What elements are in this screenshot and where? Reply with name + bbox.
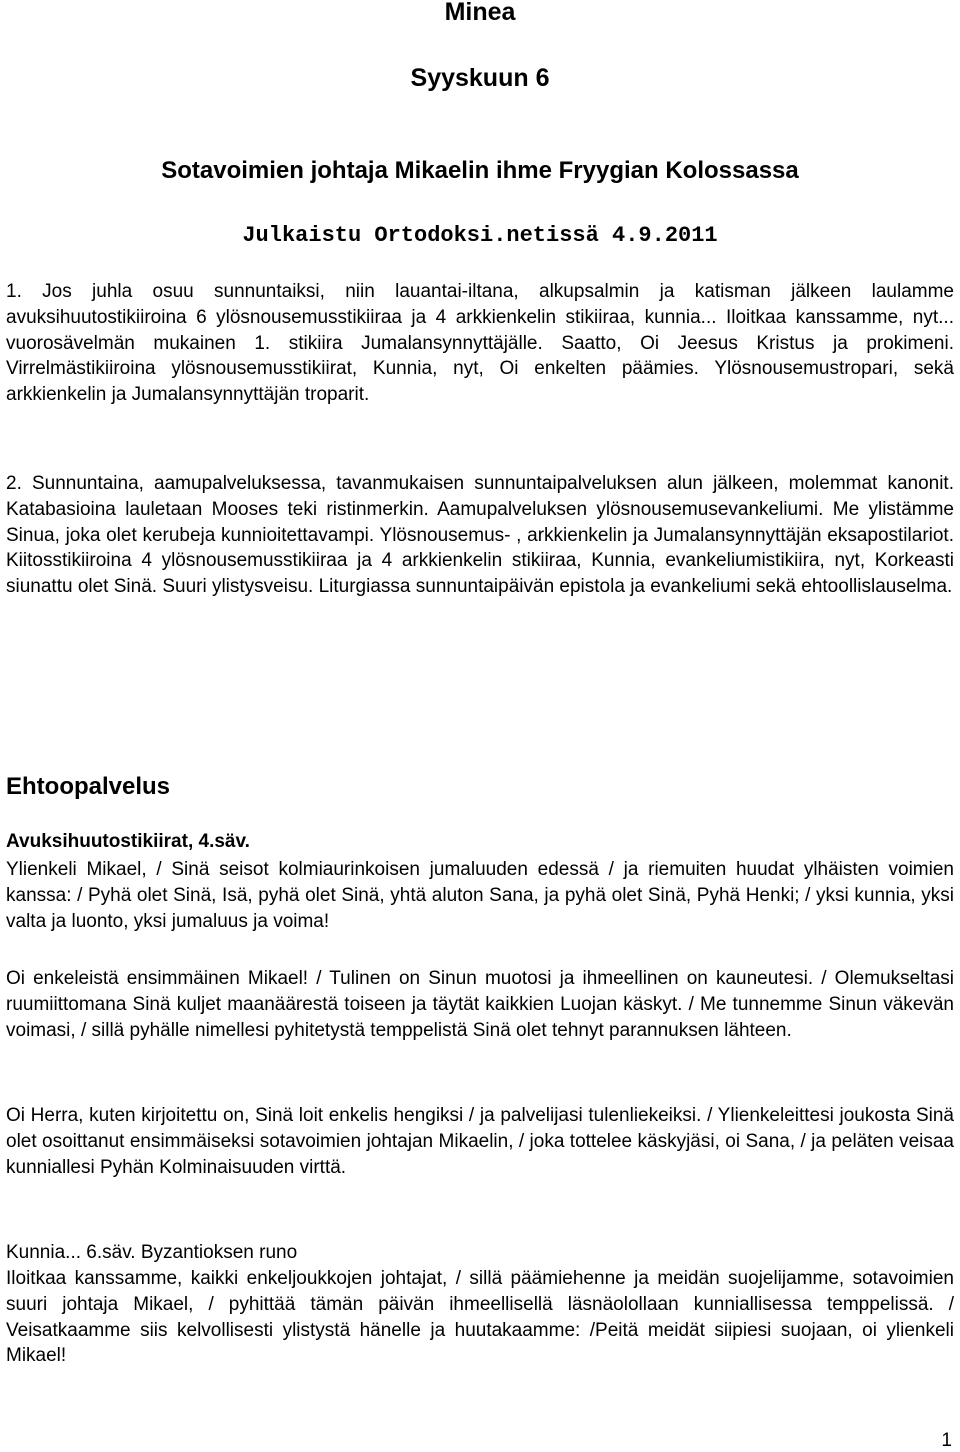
subsection-heading: Avuksihuutostikiirat, 4.säv. xyxy=(6,831,250,852)
hymn-stanza-1: Ylienkeli Mikael, / Sinä seisot kolmiaurinkoisen jumaluuden edessä / ja riemuiten huudat ylhäisten voimien kanssa: / Pyhä olet Sinä, Isä, pyhä olet Sinä, yhtä aluton Sana, ja pyhä olet Sinä, Pyhä Henki; / yksi kunnia, yksi valta ja luonto, yksi jumaluus ja voima! xyxy=(6,859,954,932)
page-title: Minea xyxy=(444,0,516,26)
date-heading: Syyskuun 6 xyxy=(410,64,550,92)
hymn-stanza-3: Oi Herra, kuten kirjoitettu on, Sinä loit enkelis hengiksi / ja palvelijasi tulenliekeiksi. / Ylienkeleittesi joukosta Sinä olet osoittanut ensimmäiseksi sotavoimien johtajan Mikaelin, / joka tottelee käskyjäsi, oi Sana, / ja peläten veisaa kunniallesi Pyhän Kolminaisuuden virttä. xyxy=(6,1105,954,1178)
intro-paragraph-1: 1. Jos juhla osuu sunnuntaiksi, niin lauantai-iltana, alkupsalmin ja katisman jälkeen laulamme avuksihuutostikiiroina 6 ylösnousemusstikiiraa ja 4 arkkienkelin stikiiraa, kunnia... Iloitkaa kanssamme, nyt... vuorosävelmän mukainen 1. stikiira Jumalansynnyttäjälle. Saatto, Oi Jeesus Kristus ja prokimeni. Virrelmästikiiroina ylösnousemusstikiirat, Kunnia, nyt, Oi enkelten päämies. Ylösnousemustropari, sekä arkkienkelin ja Jumalansynnyttäjän troparit. xyxy=(6,281,954,406)
hymn-stanza-2: Oi enkeleistä ensimmäinen Mikael! / Tulinen on Sinun muotosi ja ihmeellinen on kauneutesi. / Olemukseltasi ruumiittomana Sinä kuljet maanäärestä toiseen ja täytät kaikkien Luojan käskyt. / Me tunnemme Sinun väkevän voimasi, / sillä pyhälle nimellesi pyhitetystä temppelistä Sinä olet tehnyt parannuksen lähteen. xyxy=(6,968,954,1041)
hymn-stanza-4-heading: Kunnia... 6.säv. Byzantioksen runo xyxy=(6,1242,298,1263)
section-heading-vespers: Ehtoopalvelus xyxy=(6,773,171,800)
page-number: 1 xyxy=(941,1430,952,1451)
intro-paragraph-2: 2. Sunnuntaina, aamupalveluksessa, tavanmukaisen sunnuntaipalveluksen alun jälkeen, molemmat kanonit. Katabasioina lauletaan Mooses teki ristinmerkin. Aamupalveluksen ylösnousemusevankeliumi. Me ylistämme Sinua, joka olet kerubeja kunnioitettavampi. Ylösnousemus- , arkkienkelin ja Jumalansynnyttäjän eksapostilariot. Kiitosstikiiroina 4 ylösnousemusstikiiraa ja 4 arkkienkelin stikiiraa, Kunnia, evankeliumistikiira, nyt, Korkeasti siunattu olet Sinä. Suuri ylistysveisu. Liturgiassa sunnuntaipäivän epistola ja evankeliumi sekä ehtoollislauselma. xyxy=(6,473,954,598)
hymn-stanza-4: Iloitkaa kanssamme, kaikki enkeljoukkojen johtajat, / sillä päämiehenne ja meidän suojelijamme, sotavoimien suuri johtaja Mikael, / pyhittää tämän päivän ihmeellisellä läsnäolollaan kunniallisessa temppelissä. / Veisatkaamme siis kelvollisesti ylistystä hänelle ja huutakaamme: /Peitä meidät siipiesi suojaan, oi ylienkeli Mikael! xyxy=(6,1268,954,1367)
published-line: Julkaistu Ortodoksi.netissä 4.9.2011 xyxy=(242,223,718,248)
feast-heading: Sotavoimien johtaja Mikaelin ihme Fryygian Kolossassa xyxy=(161,157,799,184)
